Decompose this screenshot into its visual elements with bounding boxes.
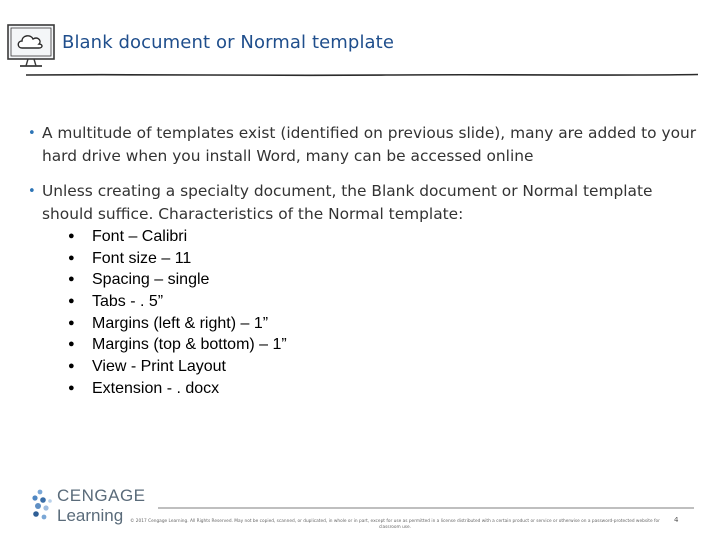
list-item — [62, 269, 287, 291]
list-item — [62, 334, 287, 356]
bullet-item — [28, 180, 703, 226]
copyright-notice: © 2017 Cengage Learning. All Rights Reserved. May not be copied, scanned, or duplicated, in whole or in part, except for use as permitted in a license distributed with a certain product or service or otherwise on a password-protected website for classroom use. — [130, 519, 660, 530]
list-item — [62, 378, 287, 400]
slide-title: Blank document or Normal template — [62, 32, 395, 53]
list-item-text: Margins (top & bottom) – 1” — [92, 336, 287, 354]
page-number: 4 — [674, 516, 679, 524]
footer-rule — [158, 506, 694, 510]
list-item — [62, 291, 287, 313]
bullet-item — [28, 122, 703, 168]
subbullet-marker: ● — [68, 316, 75, 329]
list-item — [62, 226, 287, 248]
list-item — [62, 356, 287, 378]
normal-template-characteristics — [62, 226, 287, 400]
list-item — [62, 248, 287, 270]
list-item-text: View - Print Layout — [92, 358, 226, 376]
logo-wordmark: CENGAGE — [57, 486, 146, 505]
list-item-text: Font size – 11 — [92, 249, 192, 267]
list-item-text: Margins (left & right) – 1” — [92, 314, 269, 332]
list-item-text: Font – Calibri — [92, 228, 188, 245]
subbullet-marker: ● — [68, 251, 75, 264]
bullet-text: A multitude of templates exist (identified on previous slide), many are added to your hard drive when you install Word, many can be accessed online — [42, 124, 697, 165]
subbullet-marker: ● — [68, 381, 75, 394]
bullet-marker: • — [28, 184, 36, 199]
slide-body — [28, 122, 703, 238]
list-item-text: Extension - . docx — [92, 379, 220, 397]
subbullet-marker: ● — [68, 360, 75, 373]
subbullet-marker: ● — [68, 295, 75, 308]
bullet-marker: • — [28, 126, 36, 141]
list-item — [62, 313, 287, 335]
cengage-logo-mark — [30, 488, 54, 524]
list-item-text: Tabs - . 5” — [92, 293, 164, 311]
logo-wordmark-sub: Learning — [57, 506, 124, 525]
monitor-cloud-icon — [6, 20, 56, 70]
title-underline — [26, 70, 698, 80]
subbullet-marker: ● — [68, 338, 75, 351]
subbullet-marker: ● — [68, 273, 75, 286]
bullet-text: Unless creating a specialty document, the Blank document or Normal template should suffice. Characteristics of the Normal template: — [42, 182, 653, 223]
subbullet-marker: ● — [68, 230, 75, 242]
list-item-text: Spacing – single — [92, 271, 210, 289]
